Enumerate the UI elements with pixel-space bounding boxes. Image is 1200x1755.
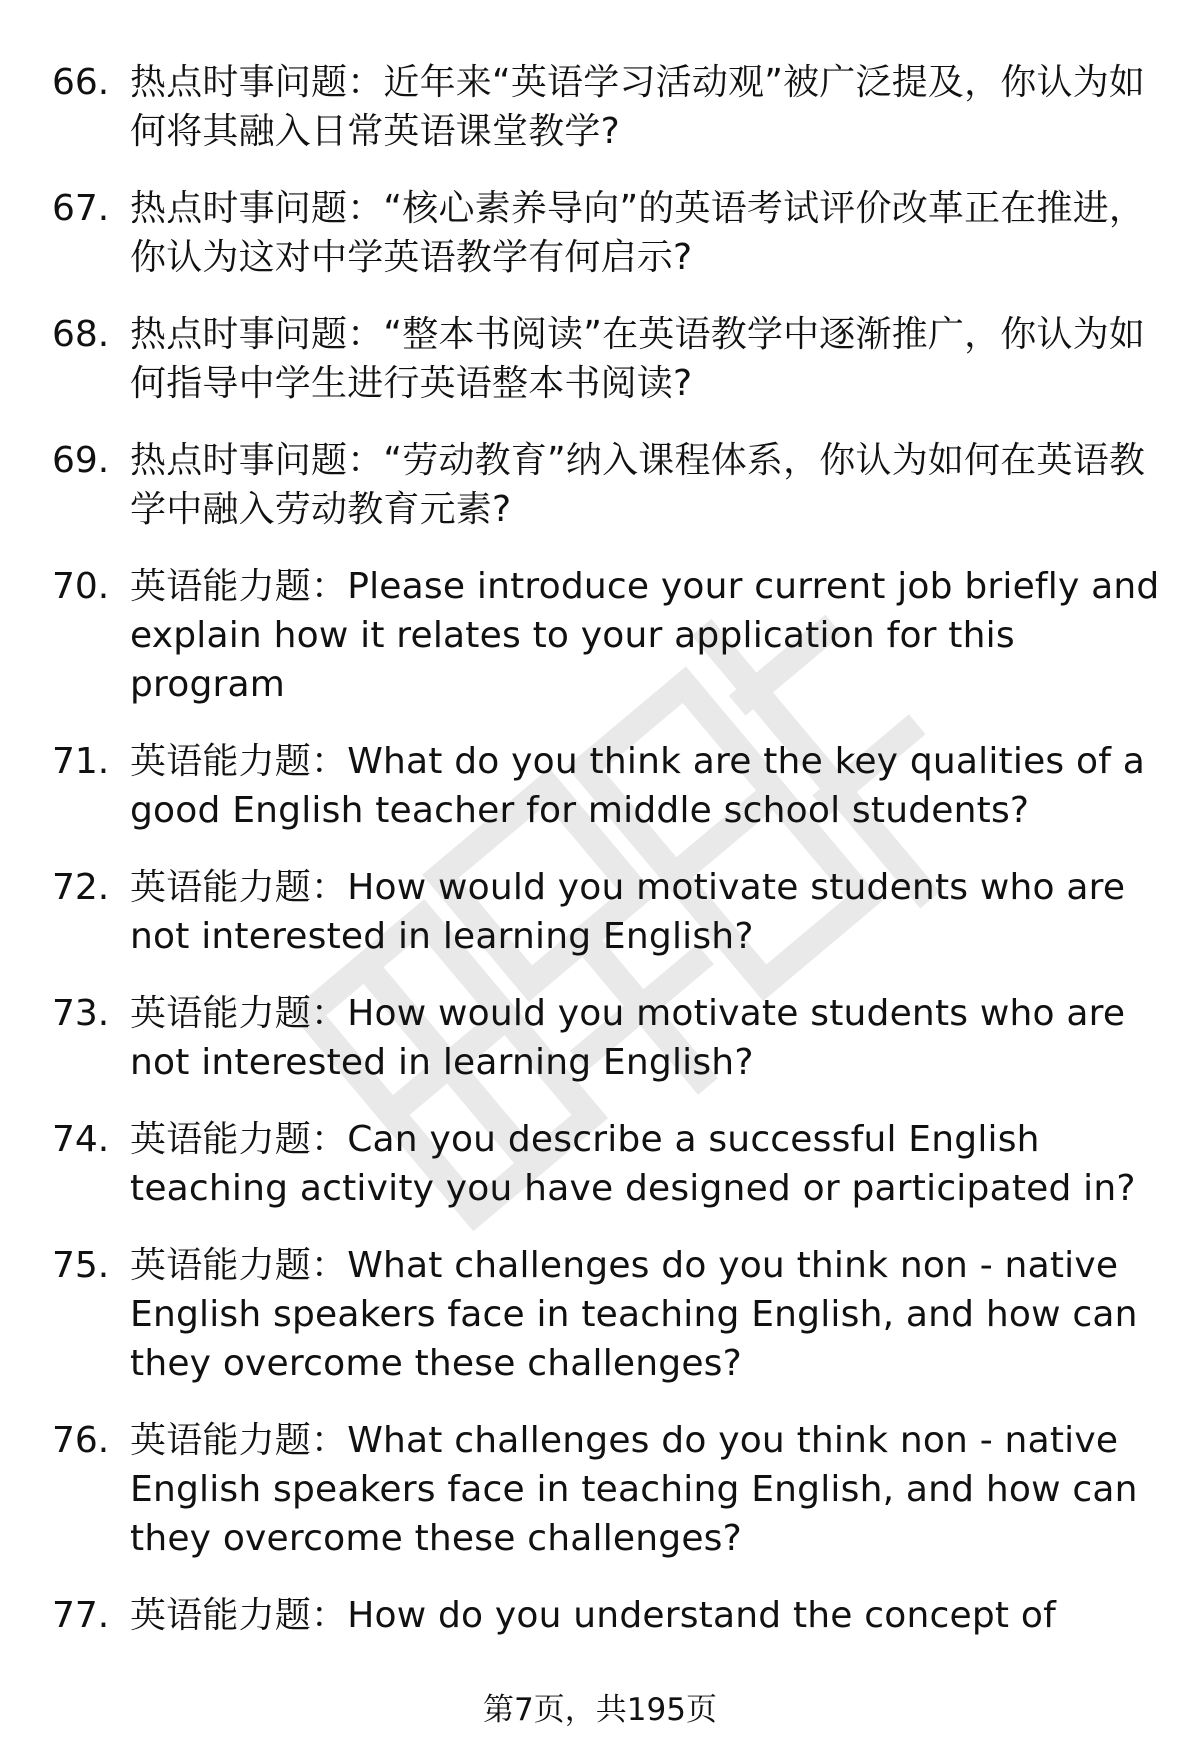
question-text: 英语能力题：Can you describe a successful English teaching activity you have designed or participated in? (130, 1119, 1136, 1209)
question-item (52, 310, 1162, 408)
question-number: 72. (52, 867, 110, 908)
question-text: 英语能力题：What challenges do you think non - native English speakers face in teaching English, and how can they overcome these challenges? (130, 1245, 1138, 1384)
question-number: 75. (52, 1245, 110, 1286)
question-text: 英语能力题：How would you motivate students who are not interested in learning English? (130, 867, 1126, 957)
question-list (52, 58, 1162, 1668)
question-item (52, 989, 1162, 1087)
page-footer: 第7页，共195页 (483, 1692, 717, 1728)
question-text: 英语能力题：What do you think are the key qualities of a good English teacher for middle school students? (130, 741, 1146, 831)
question-text: 英语能力题：Please introduce your current job briefly and explain how it relates to your application for this program (130, 566, 1160, 705)
question-number: 77. (52, 1595, 110, 1636)
question-number: 67. (52, 188, 110, 229)
question-number: 76. (52, 1420, 110, 1461)
question-number: 71. (52, 741, 110, 782)
question-text: 热点时事问题：“劳动教育”纳入课程体系，你认为如何在英语教学中融入劳动教育元素? (130, 440, 1146, 530)
question-item (52, 562, 1162, 709)
question-number: 66. (52, 62, 110, 103)
question-text: 英语能力题：How do you understand the concept of (130, 1595, 1056, 1636)
question-text: 热点时事问题：近年来“英语学习活动观”被广泛提及，你认为如何将其融入日常英语课堂教学? (130, 62, 1146, 152)
question-item (52, 184, 1162, 282)
question-item (52, 1115, 1162, 1213)
question-text: 英语能力题：What challenges do you think non - native English speakers face in teaching English, and how can they overcome these challenges? (130, 1420, 1138, 1559)
question-text: 热点时事问题：“整本书阅读”在英语教学中逐渐推广，你认为如何指导中学生进行英语整本书阅读? (130, 314, 1146, 404)
question-item (52, 436, 1162, 534)
question-text: 英语能力题：How would you motivate students who are not interested in learning English? (130, 993, 1126, 1083)
question-number: 69. (52, 440, 110, 481)
question-item (52, 737, 1162, 835)
question-item (52, 1416, 1162, 1563)
question-item (52, 58, 1162, 156)
question-item (52, 863, 1162, 961)
question-number: 70. (52, 566, 110, 607)
question-number: 73. (52, 993, 110, 1034)
question-number: 68. (52, 314, 110, 355)
question-text: 热点时事问题：“核心素养导向”的英语考试评价改革正在推进，你认为这对中学英语教学有何启示? (130, 188, 1146, 278)
question-item (52, 1241, 1162, 1388)
question-item (52, 1591, 1162, 1640)
question-number: 74. (52, 1119, 110, 1160)
